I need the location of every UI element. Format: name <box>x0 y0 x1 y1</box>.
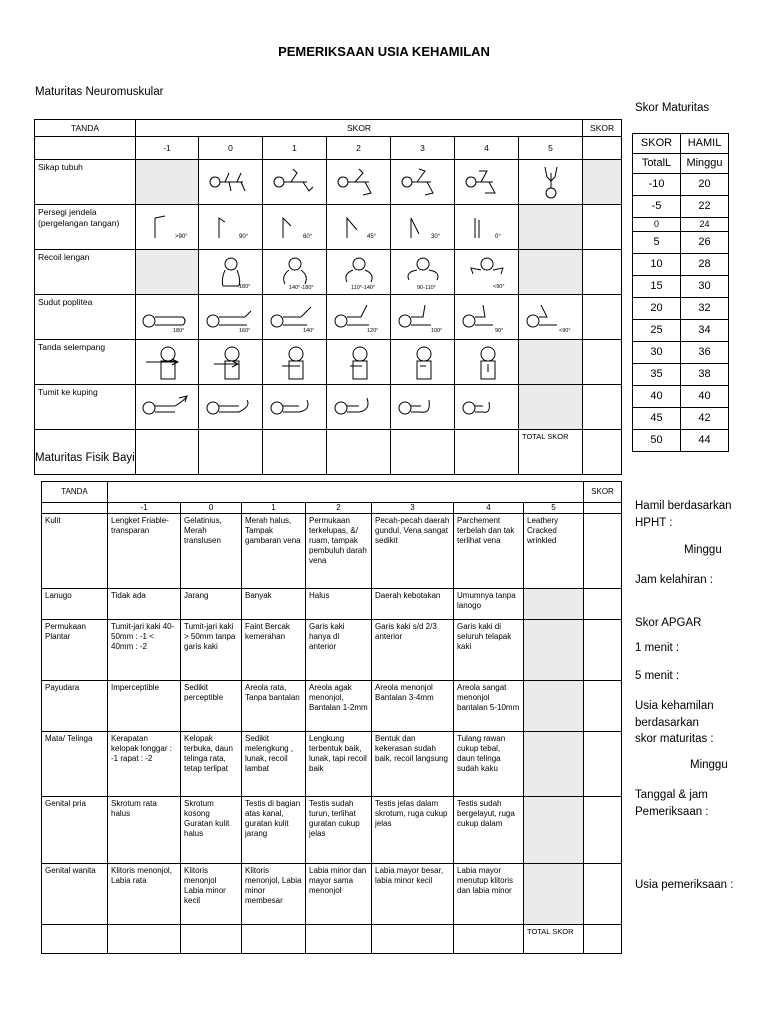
skor-row <box>633 430 729 452</box>
score-header: -1 <box>108 503 181 514</box>
table-row <box>42 681 622 732</box>
heel-to-ear-figure <box>136 385 199 430</box>
skor-row <box>633 254 729 276</box>
table-row <box>42 589 622 620</box>
posture-figure-2 <box>327 160 391 205</box>
wrist-figure <box>136 205 199 250</box>
criteria-cell: Parchement terbelah dan tak terlihat vena <box>454 514 524 589</box>
criteria-cell: Pecah-pecah daerah gundul, Vena sangat sedikit <box>372 514 454 589</box>
row-label-recoil-lengan: Recoil lengan <box>35 250 136 295</box>
skor-header: SKOR <box>136 120 583 137</box>
arm-recoil-figure <box>455 250 519 295</box>
skor-total-cell: 35 <box>633 364 681 386</box>
minggu-cell: 38 <box>681 364 729 386</box>
popliteal-figure <box>519 295 583 340</box>
criteria-cell: Sedikit melengkung , lunak, recoil lambat <box>242 732 306 797</box>
score-header: 5 <box>524 503 584 514</box>
criteria-cell: Testis sudah bergelayut, ruga cukup dalam <box>454 797 524 864</box>
arm-angle-label: <90° <box>492 284 505 290</box>
minggu-cell: 32 <box>681 298 729 320</box>
skor-maturitas-table <box>632 133 729 452</box>
heel-to-ear-figure <box>327 385 391 430</box>
criteria-cell: Labia mayor besar, labia minor kecil <box>372 864 454 925</box>
criteria-cell: Imperceptible <box>108 681 181 732</box>
minggu-cell: 44 <box>681 430 729 452</box>
skor-total-cell: 25 <box>633 320 681 342</box>
arm-angle-label: 110°-140° <box>350 285 375 290</box>
minggu-label-2: Minggu <box>690 759 728 771</box>
criteria-cell: Sedikit perceptible <box>181 681 242 732</box>
wrist-angle-label: 0° <box>494 234 501 240</box>
row-label: Genital wanita <box>42 864 108 925</box>
score-header: 1 <box>263 137 327 160</box>
apgar-heading: Skor APGAR <box>635 617 702 629</box>
row-label-tanda-selempang: Tanda selempang <box>35 340 136 385</box>
total-subheader: TotalL <box>633 154 681 174</box>
minggu-cell: 28 <box>681 254 729 276</box>
criteria-cell: Daerah kebotakan <box>372 589 454 620</box>
skor-total-cell: 50 <box>633 430 681 452</box>
tanda-header: TANDA <box>42 482 108 503</box>
criteria-cell: Tidak ada <box>108 589 181 620</box>
score-cell <box>584 732 622 797</box>
skor-total-cell: 0 <box>633 218 681 232</box>
criteria-cell: Klitoris menonjol, Labia minor membesar <box>242 864 306 925</box>
tanda-header: TANDA <box>35 120 136 137</box>
posture-figure-4 <box>455 160 519 205</box>
fisik-heading: Maturitas Fisik Bayi <box>35 452 135 464</box>
wrist-angle-label: 60° <box>302 234 312 240</box>
popliteal-angle-label: <90° <box>558 328 571 333</box>
minggu-cell: 24 <box>681 218 729 232</box>
skor-maturitas-heading: Skor Maturitas <box>635 102 710 114</box>
row-label: Lanugo <box>42 589 108 620</box>
arm-angle-label: 140°-180° <box>288 285 314 290</box>
criteria-cell: Lengkung terbentuk baik, lunak, tapi recoil baik <box>306 732 372 797</box>
skor-total-cell: -10 <box>633 174 681 196</box>
apgar-1-menit: 1 menit : <box>635 642 680 654</box>
criteria-cell: Areola agak menonjol, Bantalan 1-2mm <box>306 681 372 732</box>
wrist-angle-label: 30° <box>430 234 440 240</box>
apgar-5-menit: 5 menit : <box>635 670 680 682</box>
row-label: Kulit <box>42 514 108 589</box>
arm-angle-label: 90-110° <box>416 285 436 290</box>
minggu-label-1: Minggu <box>684 544 722 556</box>
score-header: 5 <box>519 137 583 160</box>
score-cell <box>584 681 622 732</box>
criteria-cell: Labia minor dan mayor sama menonjol <box>306 864 372 925</box>
usia-pemeriksaan-label: Usia pemeriksaan : <box>635 879 734 891</box>
criteria-cell: Halus <box>306 589 372 620</box>
criteria-cell: Gelatinius, Merah translusen <box>181 514 242 589</box>
table-row <box>42 514 622 589</box>
minggu-cell: 20 <box>681 174 729 196</box>
criteria-cell: Klitoris menonjol Labia minor kecil <box>181 864 242 925</box>
criteria-cell <box>524 732 584 797</box>
score-header: 1 <box>242 503 306 514</box>
skor-row <box>633 174 729 196</box>
row-label-persegi-jendela: Persegi jendela (pergelangan tangan) <box>35 205 136 250</box>
skor-right-header: SKOR <box>583 120 622 137</box>
skor-total-cell: 15 <box>633 276 681 298</box>
popliteal-figure <box>136 295 199 340</box>
total-skor-label: TOTAL SKOR <box>519 430 583 475</box>
skor-row <box>633 298 729 320</box>
popliteal-angle-label: 120° <box>366 328 378 333</box>
row-label-sudut-poplitea: Sudut poplitea <box>35 295 136 340</box>
minggu-cell: 42 <box>681 408 729 430</box>
minggu-cell: 22 <box>681 196 729 218</box>
minggu-cell: 36 <box>681 342 729 364</box>
minggu-cell: 26 <box>681 232 729 254</box>
skor-col-header: SKOR <box>633 134 681 154</box>
posture-figure-0 <box>199 160 263 205</box>
popliteal-angle-label: 180° <box>173 328 185 333</box>
table-row <box>42 620 622 681</box>
arm-recoil-figure <box>327 250 391 295</box>
arm-angle-label: 180° <box>238 284 250 290</box>
popliteal-angle-label: 160° <box>238 328 250 333</box>
popliteal-figure <box>199 295 263 340</box>
criteria-cell: Permukaan terkelupas, &/ ruam, tampak pembuluh darah vena <box>306 514 372 589</box>
score-header: 4 <box>454 503 524 514</box>
score-cell <box>584 514 622 589</box>
score-header: 3 <box>372 503 454 514</box>
skor-row <box>633 276 729 298</box>
row-label: Mata/ Telinga <box>42 732 108 797</box>
criteria-cell <box>524 864 584 925</box>
criteria-cell <box>524 797 584 864</box>
page-title: PEMERIKSAAN USIA KEHAMILAN <box>278 44 490 59</box>
skor-total-cell: -5 <box>633 196 681 218</box>
criteria-cell: Testis sudah turun, terlihat guratan cukup jelas <box>306 797 372 864</box>
wrist-figure <box>199 205 263 250</box>
score-header: 0 <box>199 137 263 160</box>
scarf-sign-figure <box>199 340 263 385</box>
criteria-cell: Tumit-jari kaki 40-50mm : -1 < 40mm : -2 <box>108 620 181 681</box>
arm-recoil-figure <box>263 250 327 295</box>
jam-kelahiran-label: Jam kelahiran : <box>635 574 713 586</box>
criteria-cell: Banyak <box>242 589 306 620</box>
criteria-cell: Testis jelas dalam skrotum, ruga cukup jelas <box>372 797 454 864</box>
criteria-cell: Garis kaki hanya di anterior <box>306 620 372 681</box>
heel-to-ear-figure <box>199 385 263 430</box>
wrist-figure <box>391 205 455 250</box>
table-row <box>42 732 622 797</box>
criteria-cell: Umumnya tanpa lanogo <box>454 589 524 620</box>
heel-to-ear-figure <box>263 385 327 430</box>
criteria-cell: Tumit-jari kaki > 50mm tanpa garis kaki <box>181 620 242 681</box>
wrist-figure <box>263 205 327 250</box>
skor-row <box>633 218 729 232</box>
skor-row <box>633 232 729 254</box>
criteria-cell: Jarang <box>181 589 242 620</box>
criteria-cell: Leathery Cracked wrinkled <box>524 514 584 589</box>
row-label: Permukaan Plantar <box>42 620 108 681</box>
popliteal-figure <box>263 295 327 340</box>
minggu-cell: 34 <box>681 320 729 342</box>
scarf-sign-figure <box>327 340 391 385</box>
score-header: 2 <box>327 137 391 160</box>
wrist-figure <box>327 205 391 250</box>
wrist-angle-label: 90° <box>238 234 248 240</box>
hamil-col-header: HAMIL <box>681 134 729 154</box>
arm-recoil-figure <box>199 250 263 295</box>
criteria-cell: Areola menonjol Bantalan 3-4mm <box>372 681 454 732</box>
score-cell <box>584 864 622 925</box>
skor-row <box>633 196 729 218</box>
criteria-cell: Labia mayor menutup klitoris dan labia minor <box>454 864 524 925</box>
criteria-cell <box>524 589 584 620</box>
skor-row <box>633 364 729 386</box>
criteria-cell: Garis kaki s/d 2/3 anterior <box>372 620 454 681</box>
scarf-sign-figure <box>263 340 327 385</box>
score-header: 4 <box>455 137 519 160</box>
popliteal-angle-label: 90° <box>494 328 503 333</box>
score-header: 0 <box>181 503 242 514</box>
scarf-sign-figure <box>391 340 455 385</box>
popliteal-figure <box>327 295 391 340</box>
scarf-sign-figure <box>455 340 519 385</box>
total-skor-label: TOTAL SKOR <box>524 925 584 954</box>
score-cell <box>584 589 622 620</box>
criteria-cell <box>524 681 584 732</box>
skor-total-cell: 30 <box>633 342 681 364</box>
row-label: Genital pria <box>42 797 108 864</box>
criteria-cell: Faint Bercak kemerahan <box>242 620 306 681</box>
posture-figure-3 <box>391 160 455 205</box>
skor-total-cell: 45 <box>633 408 681 430</box>
skor-total-cell: 40 <box>633 386 681 408</box>
score-cell <box>584 797 622 864</box>
arm-recoil-figure <box>391 250 455 295</box>
hpht-label: Hamil berdasarkan HPHT : <box>635 500 732 529</box>
popliteal-angle-label: 140° <box>302 328 314 333</box>
skor-total-cell: 20 <box>633 298 681 320</box>
tanggal-pemeriksaan-label: Tanggal & jam Pemeriksaan : <box>635 789 709 818</box>
criteria-cell: Areola sangat menonjol bantalan 5-10mm <box>454 681 524 732</box>
score-header: 2 <box>306 503 372 514</box>
skor-right-header: SKOR <box>584 482 622 503</box>
row-label-sikap-tubuh: Sikap tubuh <box>35 160 136 205</box>
neuromuscular-table <box>34 119 622 475</box>
minggu-subheader: Minggu <box>681 154 729 174</box>
skor-total-cell: 5 <box>633 232 681 254</box>
posture-figure-5 <box>519 160 583 205</box>
table-row <box>42 864 622 925</box>
criteria-cell: Skrotum kosong Guratan kulit halus <box>181 797 242 864</box>
heel-to-ear-figure <box>455 385 519 430</box>
criteria-cell: Kerapatan kelopak longgar : -1 rapat : -2 <box>108 732 181 797</box>
criteria-cell: Merah halus, Tampak gambaran vena <box>242 514 306 589</box>
score-cell <box>584 620 622 681</box>
row-label: Payudara <box>42 681 108 732</box>
skor-row <box>633 342 729 364</box>
score-header: -1 <box>136 137 199 160</box>
popliteal-figure <box>455 295 519 340</box>
skor-total-cell: 10 <box>633 254 681 276</box>
criteria-cell: Kelopak terbuka, daun telinga rata, tetap terlipat <box>181 732 242 797</box>
skor-row <box>633 320 729 342</box>
criteria-cell: Lengket Friable-transparan <box>108 514 181 589</box>
minggu-cell: 30 <box>681 276 729 298</box>
minggu-cell: 40 <box>681 386 729 408</box>
skor-row <box>633 386 729 408</box>
heel-to-ear-figure <box>391 385 455 430</box>
popliteal-angle-label: 100° <box>430 328 442 333</box>
physical-maturity-table <box>41 481 622 954</box>
scarf-sign-figure <box>136 340 199 385</box>
criteria-cell: Testis di bagian atas kanal, guratan kulit jarang <box>242 797 306 864</box>
criteria-cell: Areola rata, Tanpa bantalan <box>242 681 306 732</box>
criteria-cell: Klitoris menonjol, Labia rata <box>108 864 181 925</box>
criteria-cell: Tulang rawan cukup tebal, daun telinga sudah kaku <box>454 732 524 797</box>
criteria-cell: Garis kaki di seluruh telapak kaki <box>454 620 524 681</box>
table-row <box>42 797 622 864</box>
popliteal-figure <box>391 295 455 340</box>
criteria-cell: Bentuk dan kekerasan sudah baik, recoil langsung <box>372 732 454 797</box>
usia-skor-label: Usia kehamilan berdasarkan skor maturitas : <box>635 700 714 746</box>
wrist-figure <box>455 205 519 250</box>
wrist-angle-label: 45° <box>366 234 376 240</box>
criteria-cell <box>524 620 584 681</box>
row-label-tumit-ke-kuping: Tumit ke kuping <box>35 385 136 430</box>
skor-row <box>633 408 729 430</box>
neuro-heading: Maturitas Neuromuskular <box>35 86 164 98</box>
posture-figure-1 <box>263 160 327 205</box>
criteria-cell: Skrotum rata halus <box>108 797 181 864</box>
wrist-angle-label: >90° <box>175 234 188 240</box>
score-header: 3 <box>391 137 455 160</box>
